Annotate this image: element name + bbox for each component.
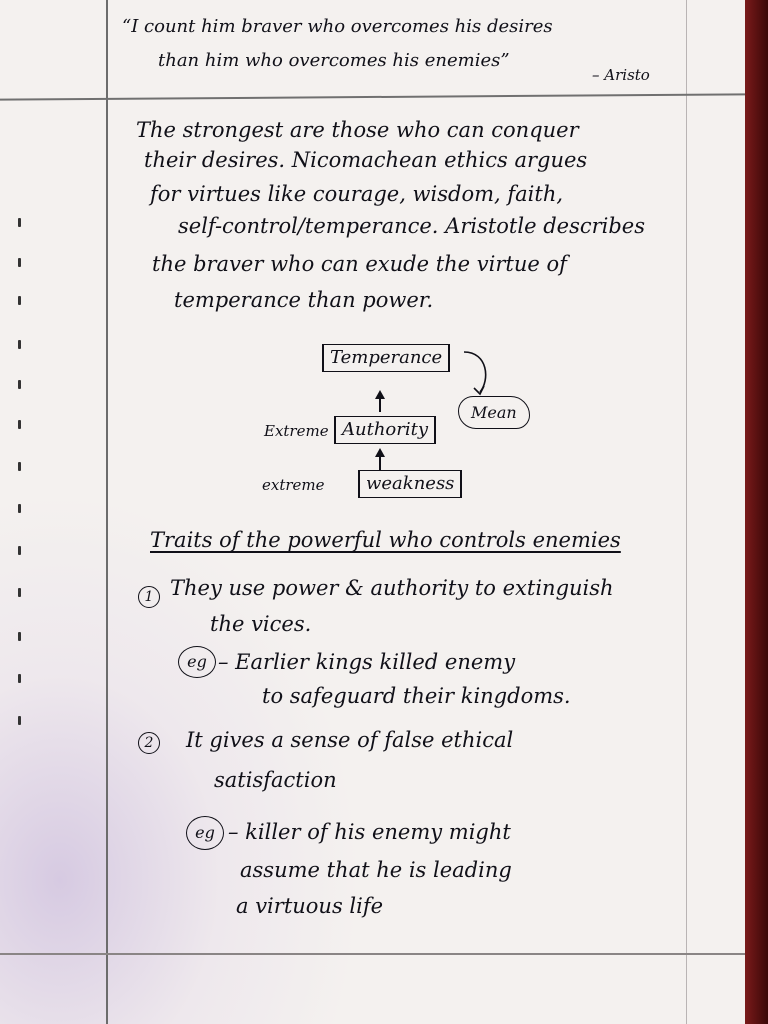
binding-hole	[18, 218, 21, 227]
point-1-line-2: the vices.	[210, 612, 312, 636]
margin-line	[106, 0, 108, 1024]
arrow-stem	[379, 398, 381, 412]
binding-hole	[18, 420, 21, 429]
traits-heading: Traits of the powerful who controls enemies	[150, 528, 621, 552]
eg-circle-2: eg	[186, 816, 224, 850]
right-guide-line	[686, 0, 687, 1024]
binding-hole	[18, 462, 21, 471]
binding-hole	[18, 674, 21, 683]
binding-hole	[18, 546, 21, 555]
point-1-line-1: They use power & authority to extinguish	[170, 576, 614, 600]
eg-2-line-2: assume that he is leading	[240, 858, 512, 882]
eg-1-line-2: to safeguard their kingdoms.	[262, 684, 571, 708]
authority-box: Authority	[334, 416, 436, 444]
temperance-box: Temperance	[322, 344, 450, 372]
arrow-stem	[379, 456, 381, 470]
eg-circle-1: eg	[178, 646, 216, 678]
binding-hole	[18, 716, 21, 725]
bottom-rule	[0, 953, 745, 955]
binding-hole	[18, 380, 21, 389]
binding-hole	[18, 296, 21, 305]
quote-line-2: than him who overcomes his enemies”	[158, 50, 510, 71]
binding-hole	[18, 258, 21, 267]
point-2-line-2: satisfaction	[214, 768, 337, 792]
quote-divider	[0, 93, 745, 100]
intro-line-2: their desires. Nicomachean ethics argues	[144, 148, 588, 172]
extreme-label-lower: extreme	[262, 476, 325, 494]
intro-line-3: for virtues like courage, wisdom, faith,	[150, 182, 564, 206]
point-number-1: 1	[138, 586, 160, 608]
intro-line-6: temperance than power.	[174, 288, 434, 312]
intro-line-5: the braver who can exude the virtue of	[152, 252, 567, 276]
weakness-box: weakness	[358, 470, 462, 498]
curved-arrow-icon	[458, 346, 498, 400]
binding-hole	[18, 588, 21, 597]
intro-line-4: self-control/temperance. Aristotle describes	[178, 214, 646, 238]
point-2-line-1: It gives a sense of false ethical	[186, 728, 514, 752]
intro-line-1: The strongest are those who can conquer	[136, 118, 579, 142]
quote-author: – Aristo	[592, 66, 650, 84]
eg-2-line-3: a virtuous life	[236, 894, 384, 918]
mean-cloud: Mean	[458, 396, 530, 429]
binding-hole	[18, 504, 21, 513]
point-number-2: 2	[138, 732, 160, 754]
notebook-edge	[745, 0, 768, 1024]
binding-hole	[18, 340, 21, 349]
binding-hole	[18, 632, 21, 641]
extreme-label-upper: Extreme	[264, 422, 329, 440]
eg-2-line-1: – killer of his enemy might	[228, 820, 511, 844]
quote-line-1: “I count him braver who overcomes his desires	[122, 16, 553, 37]
eg-1-line-1: – Earlier kings killed enemy	[218, 650, 516, 674]
